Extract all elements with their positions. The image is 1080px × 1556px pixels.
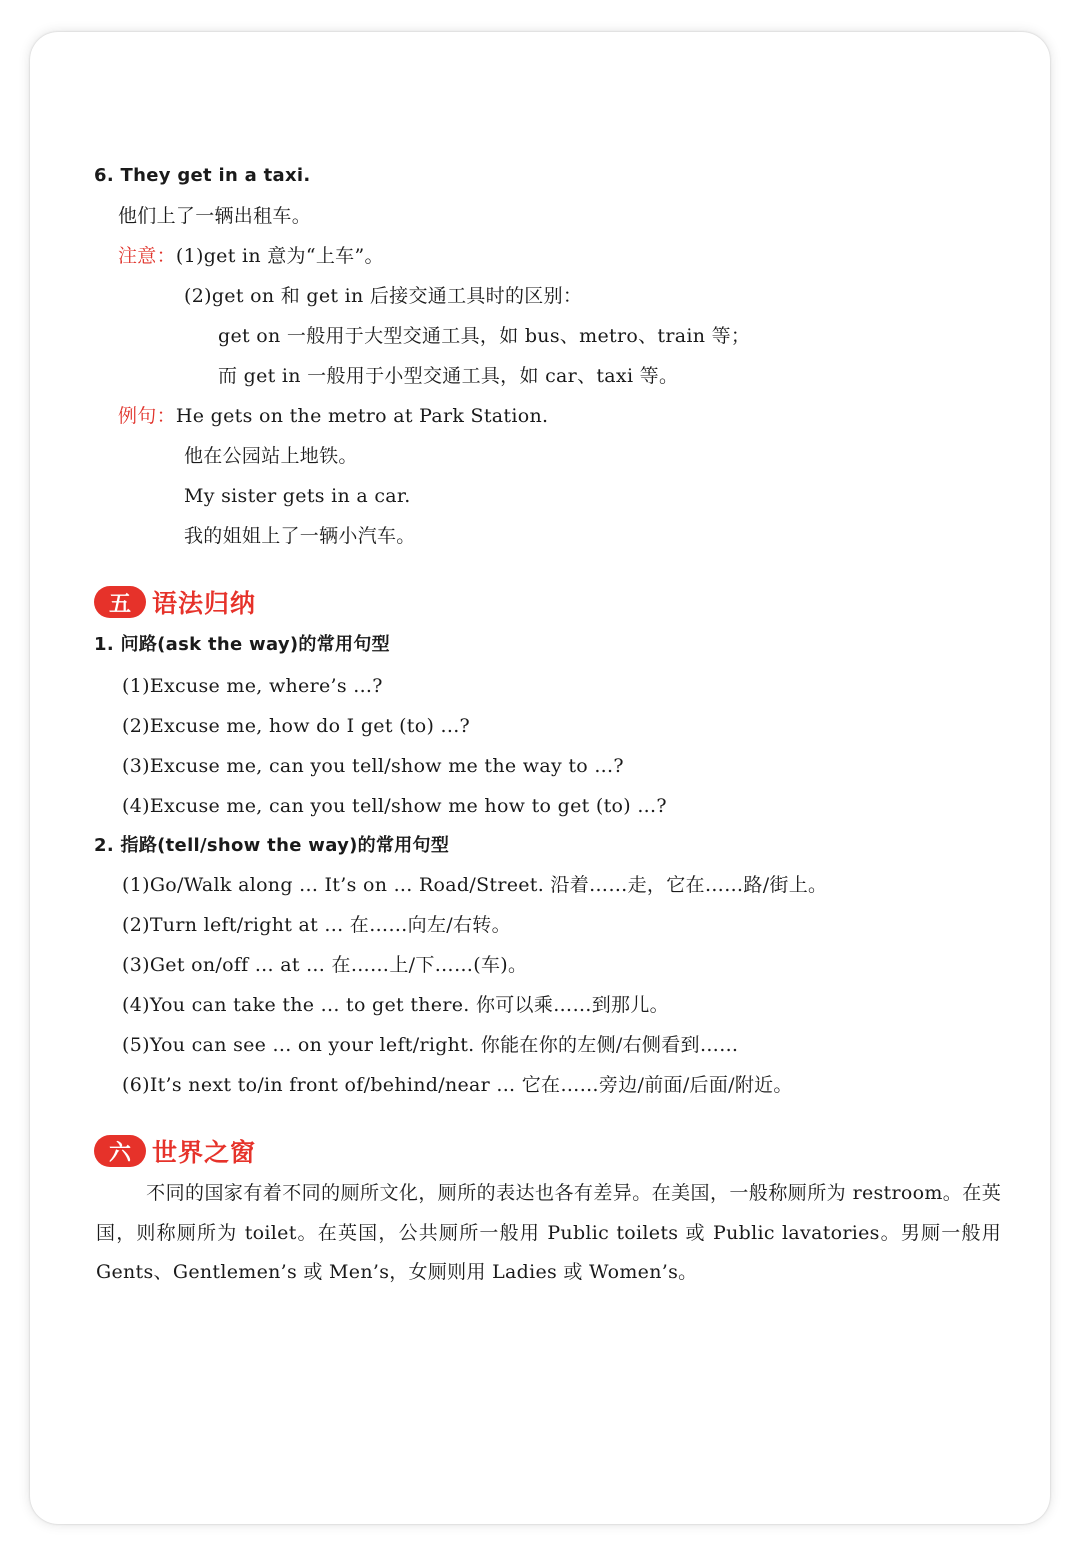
note-line-1	[118, 243, 384, 269]
note-label: 注意：	[118, 245, 176, 267]
grammar-1-line-2: (2)Excuse me, how do I get (to) ...?	[122, 715, 471, 737]
grammar-1-line-4: (4)Excuse me, can you tell/show me how to get (to) ...?	[122, 795, 667, 817]
grammar-2-line-1: (1)Go/Walk along ... It’s on ... Road/Street. 沿着……走，它在……路/街上。	[122, 874, 828, 896]
grammar-1-line-3: (3)Excuse me, can you tell/show me the way to ...?	[122, 755, 624, 777]
example-line-1	[118, 403, 548, 429]
section-5-badge: 五	[94, 586, 146, 618]
grammar-2-line-6: (6)It’s next to/in front of/behind/near ... 它在……旁边/前面/后面/附近。	[122, 1074, 793, 1096]
example-line-3: My sister gets in a car.	[184, 485, 411, 507]
section-5-header	[94, 584, 256, 620]
note-line-2: (2)get on 和 get in 后接交通工具时的区别：	[184, 285, 583, 307]
item-6-heading: 6. They get in a taxi.	[94, 165, 311, 186]
grammar-2-line-2: (2)Turn left/right at ... 在……向左/右转。	[122, 914, 511, 936]
section-5-title: 语法归纳	[152, 589, 257, 618]
example-text-1: He gets on the metro at Park Station.	[175, 405, 549, 427]
grammar-2-line-5: (5)You can see ... on your left/right. 你能在你的左侧/右侧看到……	[122, 1034, 739, 1056]
section-6-title: 世界之窗	[152, 1138, 257, 1167]
example-line-4: 我的姐姐上了一辆小汽车。	[184, 525, 416, 547]
grammar-1-line-1: (1)Excuse me, where’s ...?	[122, 675, 383, 697]
example-label: 例句：	[118, 405, 176, 427]
note-text-1: (1)get in 意为“上车”。	[175, 245, 384, 267]
note-line-4: 而 get in 一般用于小型交通工具，如 car、taxi 等。	[218, 365, 679, 387]
example-line-2: 他在公园站上地铁。	[184, 445, 358, 467]
item-6-translation: 他们上了一辆出租车。	[118, 205, 312, 227]
section-6-badge: 六	[94, 1135, 146, 1167]
grammar-2-heading: 2. 指路(tell/show the way)的常用句型	[94, 835, 450, 856]
grammar-1-heading: 1. 问路(ask the way)的常用句型	[94, 634, 390, 655]
grammar-2-line-3: (3)Get on/off ... at ... 在……上/下……(车)。	[122, 954, 528, 976]
section-6-header	[94, 1133, 256, 1169]
culture-paragraph-text: 不同的国家有着不同的厕所文化，厕所的表达也各有差异。在美国，一般称厕所为 restroom。在英国，则称厕所为 toilet。在英国，公共厕所一般用 Public toilets 或 Public lavatories。男厕一般用 Gents、Gentlemen’s 或 Men’s，女厕则用 Ladies 或 Women’s。	[96, 1182, 1001, 1283]
note-line-3: get on 一般用于大型交通工具，如 bus、metro、train 等；	[218, 325, 751, 347]
grammar-2-line-4: (4)You can take the ... to get there. 你可以乘……到那儿。	[122, 994, 669, 1016]
culture-paragraph	[96, 1174, 1001, 1293]
